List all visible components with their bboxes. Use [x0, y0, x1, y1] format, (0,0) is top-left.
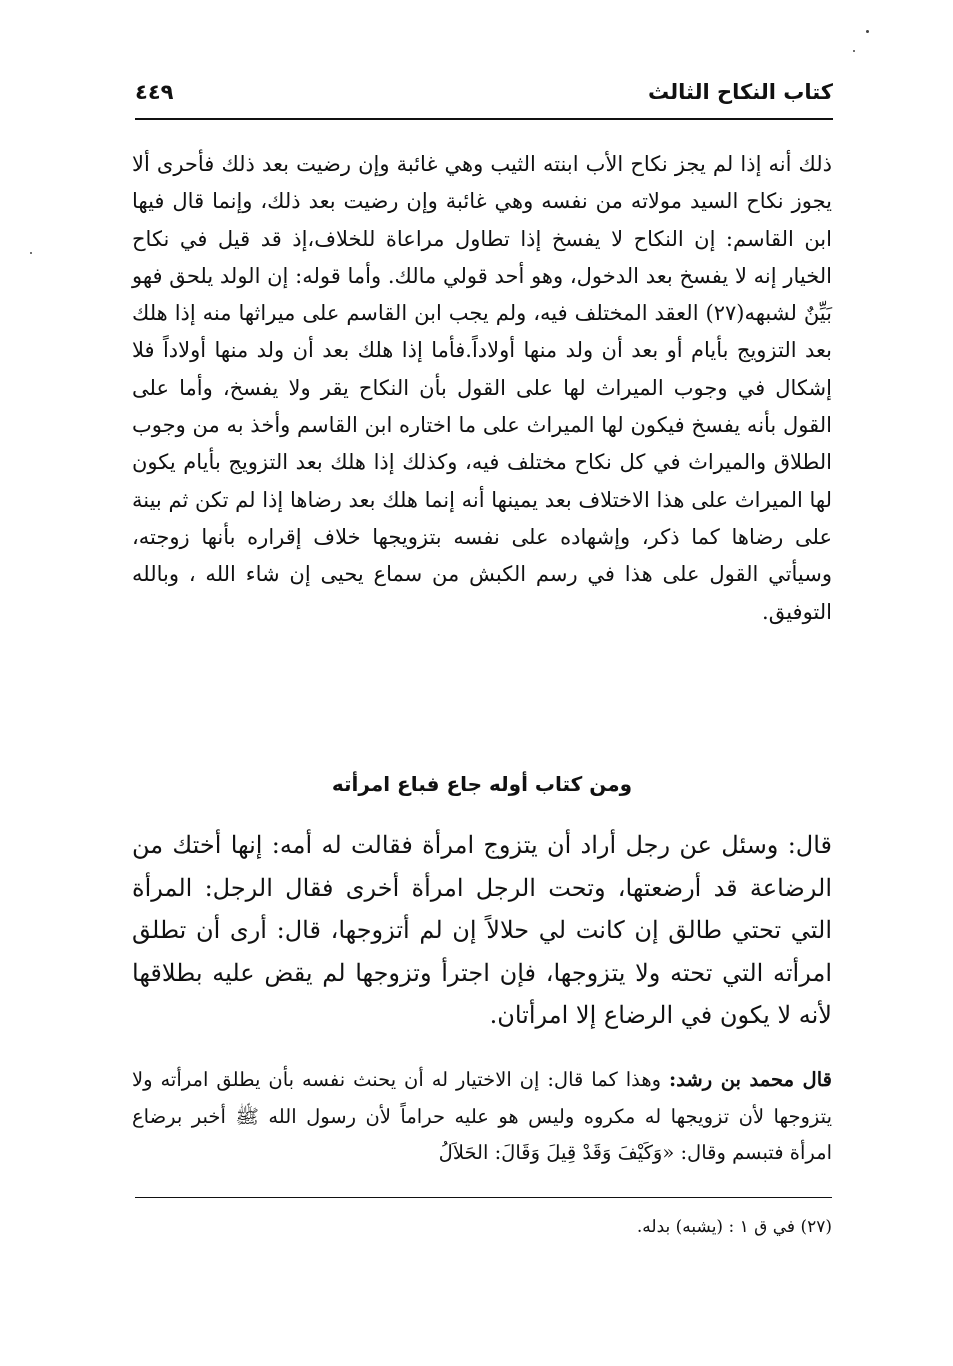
page-number: ٤٤٩: [135, 80, 174, 104]
header-rule: [135, 118, 833, 120]
scan-speck: [866, 30, 869, 33]
commentary-paragraph: [132, 146, 832, 631]
footnote: (٢٧) في ق ١ : (يشبه) بدله.: [636, 1217, 832, 1237]
question-paragraph: [132, 824, 832, 1037]
speaker-label: قال محمد بن رشد:: [669, 1068, 832, 1091]
paragraph-text: قال: وسئل عن رجل أراد أن يتزوج امرأة فقالت له أمه: إنها أختك من الرضاعة قد أرضعتها، وتحت الرجل امرأة أخرى فقال الرجل: المرأة التي تحتي طالق إن كانت لي حلالاً إن لم أتزوجها، قال: أرى أن تطلق امرأته التي تحته ولا يتزوجها، فإن اجترأ وتزوجها لم يقض عليه بطلاقها لأنه لا يكون في الرضاع إلا امرأتان.: [132, 831, 833, 1029]
paragraph-text: [132, 1062, 832, 1172]
page-header: [135, 70, 833, 120]
paragraph-text: ذلك أنه إذا لم يجز نكاح الأب ابنته الثيب وهي غائبة وإن رضيت بعد ذلك فأحرى ألا يجوز نكاح السيد مولاته من نفسه وهي غائبة وإن رضيت بعد ذلك، وإنما قال فيها ابن القاسم: إن النكاح لا يفسخ إذا تطاول مراعاة للخلاف،إذ قد قيل في نكاح الخيار إنه لا يفسخ بعد الدخول، وهو أحد قولي مالك. وأما قوله: إن الولد يلحق فهو بَيِّنٌ لشبهه(٢٧) العقد المختلف فيه، ولم يجب ابن القاسم على ميراثها منه إذا هلك بعد التزويج بأيام أو بعد أن ولد منها أولاداً.فأما إذا هلك بعد أن ولد منها أولاداً فلا إشكال في وجوب الميراث لها على القول بأن النكاح يقر ولا يفسخ، وأما على القول بأنه يفسخ فيكون لها الميراث على ما اختاره ابن القاسم وأخذ به من وجوب الطلاق والميراث في كل نكاح مختلف فيه، وكذلك إذا هلك بعد التزويج بأيام يكون لها الميراث على هذا الاختلاف بعد يمينها أنه إنما هلك بعد رضاها إذا لم تكن ثم بينة على رضاها كما ذكر، وإشهاده على نفسه بتزويجها خلاف إقراره بأنها زوجته، وسيأتي القول على هذا في رسم الكبش من سماع يحيى إن شاء الله ، وبالله التوفيق.: [132, 152, 832, 624]
section-heading: ومن كتاب أوله جاع فباع امرأته: [331, 772, 633, 796]
running-title: كتاب النكاح الثالث: [648, 80, 833, 104]
footnote-rule: [135, 1197, 832, 1198]
ibn-rushd-paragraph: [132, 1062, 832, 1172]
scan-speck: [853, 50, 855, 52]
paragraph-body: وهذا كما قال: إن الاختيار له أن يحنث نفسه بأن يطلق امرأته ولا يتزوجها لأن تزويجها له مكروه وليس هو عليه حراماً لأن رسول الله ﷺ أخبر برضاع امرأة فتبسم وقال: «وَكَيْفَ وَقَدْ قِيلَ وَقَالَ: الحَلاَلُ: [132, 1068, 832, 1164]
scan-speck: [30, 252, 32, 254]
